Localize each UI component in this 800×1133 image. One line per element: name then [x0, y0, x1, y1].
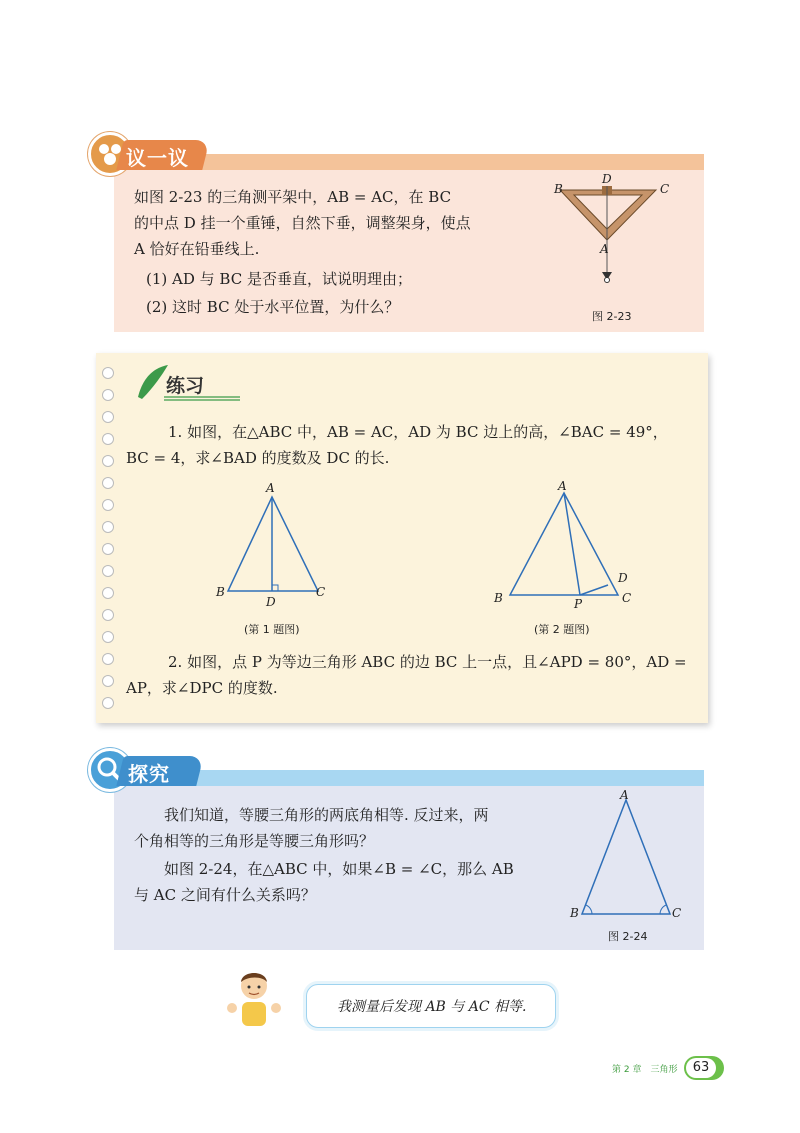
fig2-24-label-a: A	[620, 788, 629, 802]
figure-2-24-triangle	[578, 794, 678, 920]
fig2-label-p: P	[574, 597, 583, 611]
explore-title: 探究	[128, 762, 170, 786]
discuss-section	[88, 132, 704, 332]
notebook-ring-icon	[102, 631, 114, 643]
notebook-ring-icon	[102, 587, 114, 599]
notebook-ring-icon	[102, 477, 114, 489]
notebook-ring-icon	[102, 455, 114, 467]
notebook-ring-icon	[102, 411, 114, 423]
exercise-1-line-2: BC = 4，求∠BAD 的度数及 DC 的长.	[126, 449, 390, 467]
figure-exercise-2-triangle	[504, 489, 634, 599]
fig2-label-c: C	[622, 591, 632, 605]
discuss-line-2: 的中点 D 挂一个重锤，自然下垂，调整架身，使点	[134, 214, 471, 232]
notebook-ring-icon	[102, 389, 114, 401]
fig2-label-a: A	[558, 479, 567, 493]
footer-chapter-label: 第 2 章 三角形	[612, 1065, 678, 1075]
discuss-line-1: 如图 2-23 的三角测平架中，AB = AC，在 BC	[134, 188, 452, 206]
notebook-ring-icon	[102, 565, 114, 577]
fig2-label-b: B	[494, 591, 503, 605]
explore-line-3: 如图 2-24，在△ABC 中，如果∠B = ∠C，那么 AB	[164, 860, 514, 878]
fig2-24-label-b: B	[570, 906, 579, 920]
exercise-2-line-2: AP，求∠DPC 的度数.	[126, 679, 278, 697]
discuss-question-1: (1) AD 与 BC 是否垂直，试说明理由；	[146, 270, 412, 288]
fig1-label-b: B	[216, 585, 225, 599]
notebook-ring-icon	[102, 367, 114, 379]
notebook-ring-icon	[102, 675, 114, 687]
fig1-label-d: D	[266, 595, 276, 609]
exercise-title: 练习	[166, 375, 205, 397]
notebook-ring-icon	[102, 653, 114, 665]
discuss-line-3: A 恰好在铅垂线上.	[134, 240, 260, 258]
notebook-ring-icon	[102, 543, 114, 555]
discuss-question-2: (2) 这时 BC 处于水平位置，为什么？	[146, 298, 400, 316]
notebook-ring-icon	[102, 499, 114, 511]
fig1-label-a: A	[266, 481, 275, 495]
fig2-23-label-c: C	[660, 182, 670, 196]
explore-header-bar	[114, 770, 704, 786]
discuss-title: 议一议	[126, 146, 189, 170]
page-number: 63	[686, 1058, 716, 1078]
fig1-caption: (第 1 题图)	[244, 623, 300, 636]
speech-bubble-text: 我测量后发现 AB 与 AC 相等.	[337, 999, 527, 1015]
notebook-ring-icon	[102, 433, 114, 445]
fig1-label-c: C	[316, 585, 326, 599]
fig2-24-label-c: C	[672, 906, 682, 920]
exercise-2-line-1: 2. 如图，点 P 为等边三角形 ABC 的边 BC 上一点，且∠APD = 80°，AD =	[168, 653, 687, 671]
exercise-section	[96, 353, 708, 723]
fig2-24-caption: 图 2-24	[608, 930, 648, 943]
notebook-ring-icon	[102, 609, 114, 621]
explore-section	[88, 748, 704, 950]
student-avatar	[226, 962, 282, 1028]
fig2-23-label-b: B	[554, 182, 563, 196]
figure-exercise-1-triangle	[222, 493, 332, 597]
explore-line-2: 个角相等的三角形是等腰三角形吗？	[134, 832, 375, 850]
speech-bubble	[306, 984, 556, 1028]
notebook-ring-icon	[102, 697, 114, 709]
fig2-23-caption: 图 2-23	[592, 310, 632, 323]
fig2-23-label-a: A	[600, 242, 609, 256]
fig2-caption: (第 2 题图)	[534, 623, 590, 636]
fig2-label-d: D	[618, 571, 628, 585]
fig2-23-label-d: D	[602, 172, 612, 186]
explore-line-4: 与 AC 之间有什么关系吗？	[134, 886, 316, 904]
exercise-1-line-1: 1. 如图，在△ABC 中，AB = AC，AD 为 BC 边上的高，∠BAC = 49°，	[168, 423, 668, 441]
notebook-ring-icon	[102, 521, 114, 533]
explore-line-1: 我们知道，等腰三角形的两底角相等. 反过来，两	[164, 806, 489, 824]
